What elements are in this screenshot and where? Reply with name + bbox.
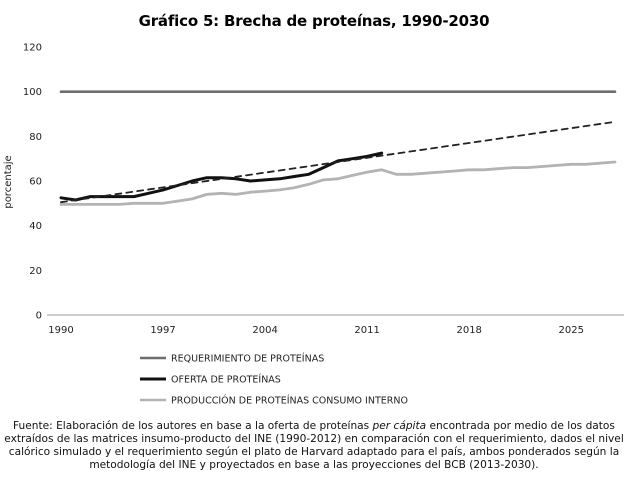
x-tick-label: 2025	[558, 325, 584, 336]
series-lines	[61, 92, 615, 205]
x-tick-label: 2018	[456, 325, 482, 336]
series-line-2	[61, 122, 615, 202]
y-axis-label: porcentaje	[3, 155, 14, 209]
legend-label: OFERTA DE PROTEÍNAS	[171, 374, 281, 386]
y-tick-label: 120	[22, 42, 42, 54]
source-note	[4, 420, 624, 472]
y-tick-label: 100	[22, 87, 42, 99]
source-note-text-1: Fuente: Elaboración de los autores en base a la oferta de proteínas	[13, 420, 373, 432]
legend-label: REQUERIMIENTO DE PROTEÍNAS	[171, 353, 325, 365]
series-line-3	[61, 162, 615, 204]
legend	[140, 353, 408, 407]
y-tick-label: 20	[29, 265, 42, 277]
y-tick-label: 80	[29, 131, 42, 143]
chart-title: Gráfico 5: Brecha de proteínas, 1990-2030	[138, 12, 490, 30]
x-tick-label: 2004	[252, 325, 278, 336]
y-tick-label: 0	[35, 310, 42, 322]
y-tick-label: 40	[29, 221, 42, 233]
source-note-text-2: encontrada por medio de los datos extraídos de las matrices insumo-producto del INE (1990-2012) en comparación con el requerimiento, dados el nivel calórico simulado y el requerimiento según el plato de Harvard adaptado para el país, ambos ponderados según la metodología del INE y proyectados en base a las proyecciones del BCB (2013-2030).	[4, 420, 624, 471]
y-tick-label: 60	[29, 176, 42, 188]
y-axis-tick-labels	[23, 43, 42, 322]
source-note-italic: per cápita	[372, 420, 427, 432]
x-tick-label: 1997	[150, 325, 176, 336]
x-tick-label: 1990	[48, 325, 74, 336]
x-axis	[47, 315, 624, 336]
legend-label: PRODUCCIÓN DE PROTEÍNAS CONSUMO INTERNO	[171, 395, 408, 407]
x-tick-label: 2011	[354, 325, 380, 336]
